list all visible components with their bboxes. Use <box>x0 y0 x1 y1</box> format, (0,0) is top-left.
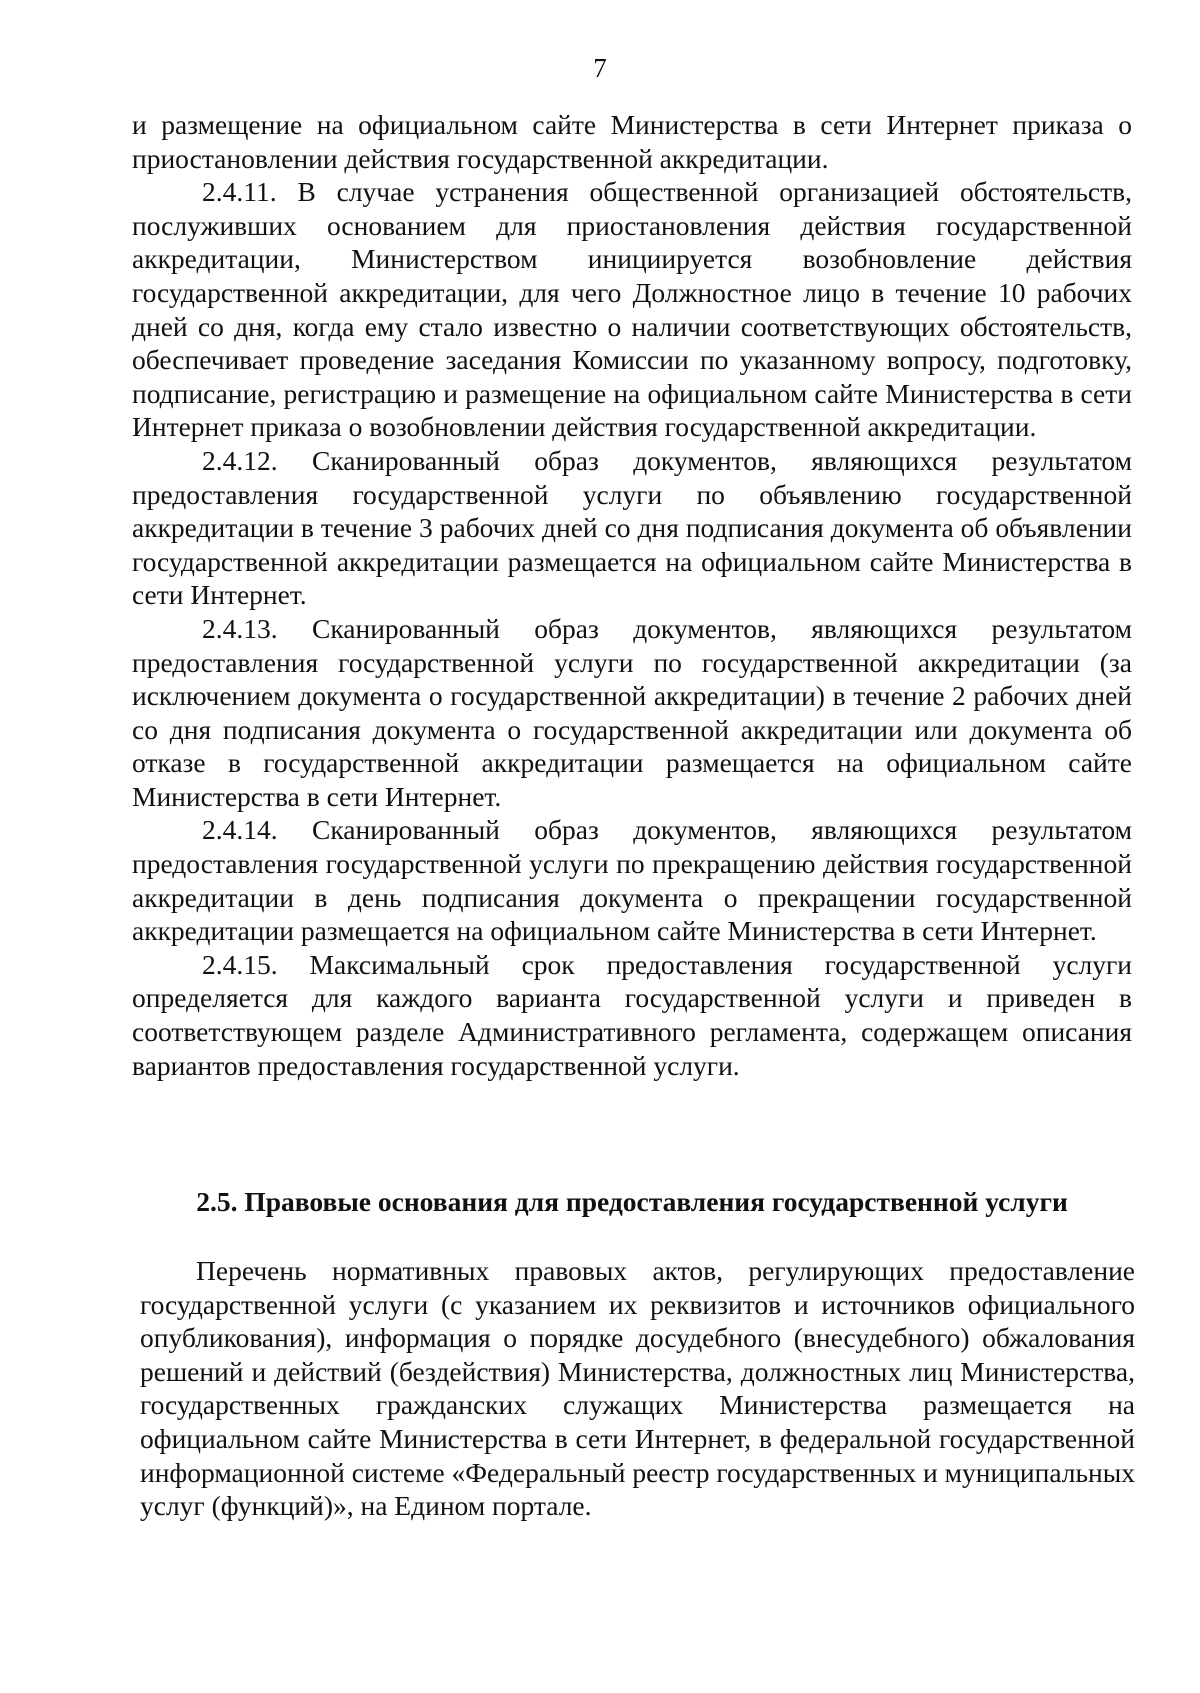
paragraph-2-4-12: 2.4.12. Сканированный образ документов, являющихся результатом предоставления государственной услуги по объявлению государственной аккредитации в течение 3 рабочих дней со дня подписания документа об объявлении государственной аккредитации размещается на официальном сайте Министерства в сети Интернет. <box>132 444 1132 611</box>
paragraph-2-4-14: 2.4.14. Сканированный образ документов, являющихся результатом предоставления государственной услуги по прекращению действия государственной аккредитации в день подписания документа о прекращении государственной аккредитации размещается на официальном сайте Министерства в сети Интернет. <box>132 814 1132 947</box>
section-heading: 2.5. Правовые основания для предоставления государственной услуги <box>196 1186 1068 1217</box>
page-number: 7 <box>593 53 607 83</box>
paragraph-2-4-15: 2.4.15. Максимальный срок предоставления государственной услуги определяется для каждого варианта государственной услуги и приведен в соответствующем разделе Административного регламента, содержащем описания вариантов предоставления государственной услуги. <box>132 948 1132 1081</box>
paragraph-continuation: и размещение на официальном сайте Министерства в сети Интернет приказа о приостановлении действия государственной аккредитации. <box>132 109 1132 174</box>
section-paragraph: Перечень нормативных правовых актов, регулирующих предоставление государственной услуги (с указанием их реквизитов и источников официального опубликования), информация о порядке досудебного (внесудебного) обжалования решений и действий (бездействия) Министерства, должностных лиц Министерства, государственных гражданских служащих Министерства размещается на официальном сайте Министерства в сети Интернет, в федеральной государственной информационной системе «Федеральный реестр государственных и муниципальных услуг (функций)», на Едином портале. <box>140 1255 1135 1522</box>
paragraph-2-4-11: 2.4.11. В случае устранения общественной организацией обстоятельств, послуживших основанием для приостановления действия государственной аккредитации, Министерством инициируется возобновление действия государственной аккредитации, для чего Должностное лицо в течение 10 рабочих дней со дня, когда ему стало известно о наличии соответствующих обстоятельств, обеспечивает проведение заседания Комиссии по указанному вопросу, подготовку, подписание, регистрацию и размещение на официальном сайте Министерства в сети Интернет приказа о возобновлении действия государственной аккредитации. <box>132 176 1132 443</box>
body-text <box>132 108 1132 1082</box>
paragraph-2-4-13: 2.4.13. Сканированный образ документов, являющихся результатом предоставления государственной услуги по государственной аккредитации (за исключением документа о государственной аккредитации) в течение 2 рабочих дней со дня подписания документа о государственной аккредитации или документа об отказе в государственной аккредитации размещается на официальном сайте Министерства в сети Интернет. <box>132 612 1132 812</box>
